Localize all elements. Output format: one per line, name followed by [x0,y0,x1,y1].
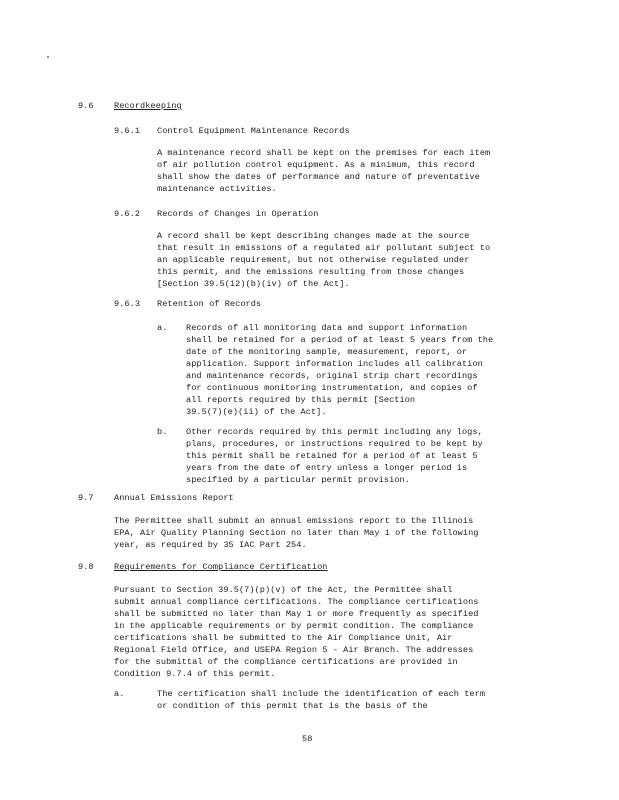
item-b-line: specified by a particular permit provision. [186,475,410,485]
item-9-8-a-label: a. [114,689,125,699]
section-9-6-number: 9.6 [78,101,94,111]
item-a-line: and maintenance records, original strip chart recordings [186,371,478,381]
section-9-7-line: The Permittee shall submit an annual emissions report to the Illinois [114,516,474,526]
section-9-6-1-line: of air pollution control equipment. As a minimum, this record [157,160,475,170]
section-9-6-1-line: maintenance activities. [157,184,277,194]
scan-speck [47,56,49,58]
item-a-line: application. Support information includes all calibration [186,359,483,369]
item-9-8-a-line: or condition of this permit that is the basis of the [157,701,428,711]
section-9-7-line: year, as required by 35 IAC Part 254. [114,540,307,550]
section-9-6-1-title: Control Equipment Maintenance Records [157,126,350,136]
section-9-6-3-title: Retention of Records [157,299,262,309]
section-9-6-1-number: 9.6.1 [114,126,141,136]
section-9-6-1-line: A maintenance record shall be kept on the premises for each item [157,148,491,158]
item-a-label: a. [157,323,168,333]
item-a-line: date of the monitoring sample, measurement, report, or [186,347,468,357]
item-a-line: 39.5(7)(e)(ii) of the Act]. [186,407,327,417]
section-9-8-line: Condition 9.7.4 of this permit. [114,669,276,679]
section-9-6-2-line: that result in emissions of a regulated air pollutant subject to [157,243,491,253]
section-9-6-3-number: 9.6.3 [114,299,141,309]
section-9-7-number: 9.7 [78,493,94,503]
item-b-line: plans, procedures, or instructions required to be kept by [186,439,483,449]
section-9-6-1-line: shall show the dates of performance and nature of preventative [157,172,480,182]
section-9-8-line: certifications shall be submitted to the Air Compliance Unit, Air [114,633,453,643]
section-9-8-number: 9.8 [78,562,94,572]
item-9-8-a-line: The certification shall include the identification of each term [157,689,486,699]
section-9-6-2-line: A record shall be kept describing changes made at the source [157,231,470,241]
section-9-6-2-line: [Section 39.5(12)(b)(iv) of the Act]. [157,279,350,289]
item-b-line: years from the date of entry unless a longer period is [186,463,468,473]
section-9-8-line: submit annual compliance certifications. The compliance certifications [114,597,479,607]
section-9-8-line: for the submittal of the compliance certifications are provided in [114,657,458,667]
page-number: 58 [302,734,313,744]
section-9-6-2-title: Records of Changes in Operation [157,209,319,219]
section-9-8-title: Requirements for Compliance Certification [114,562,328,572]
section-9-8-line: Regional Field Office, and USEPA Region 5 - Air Branch. The addresses [114,645,474,655]
item-b-line: Other records required by this permit including any logs, [186,427,483,437]
section-9-6-2-line: an applicable requirement, but not otherwise regulated under [157,255,470,265]
section-9-6-2-line: this permit, and the emissions resulting from those changes [157,267,465,277]
item-a-line: shall be retained for a period of at least 5 years from the [186,335,494,345]
item-a-line: for continuous monitoring instrumentation, and copies of [186,383,478,393]
section-9-7-title: Annual Emissions Report [114,493,234,503]
section-9-8-line: Pursuant to Section 39.5(7)(p)(v) of the Act, the Permittee shall [114,585,453,595]
item-a-line: all reports required by this permit [Section [186,395,416,405]
section-9-8-line: in the applicable requirements or by permit condition. The compliance [114,621,474,631]
item-b-label: b. [157,427,168,437]
section-9-6-2-number: 9.6.2 [114,209,141,219]
item-a-line: Records of all monitoring data and support information [186,323,468,333]
item-b-line: this permit shall be retained for a period of at least 5 [186,451,478,461]
section-9-8-line: shall be submitted no later than May 1 or more frequently as specified [114,609,479,619]
section-9-7-line: EPA, Air Quality Planning Section no later than May 1 of the following [114,528,479,538]
section-9-6-title: Recordkeeping [114,101,182,111]
